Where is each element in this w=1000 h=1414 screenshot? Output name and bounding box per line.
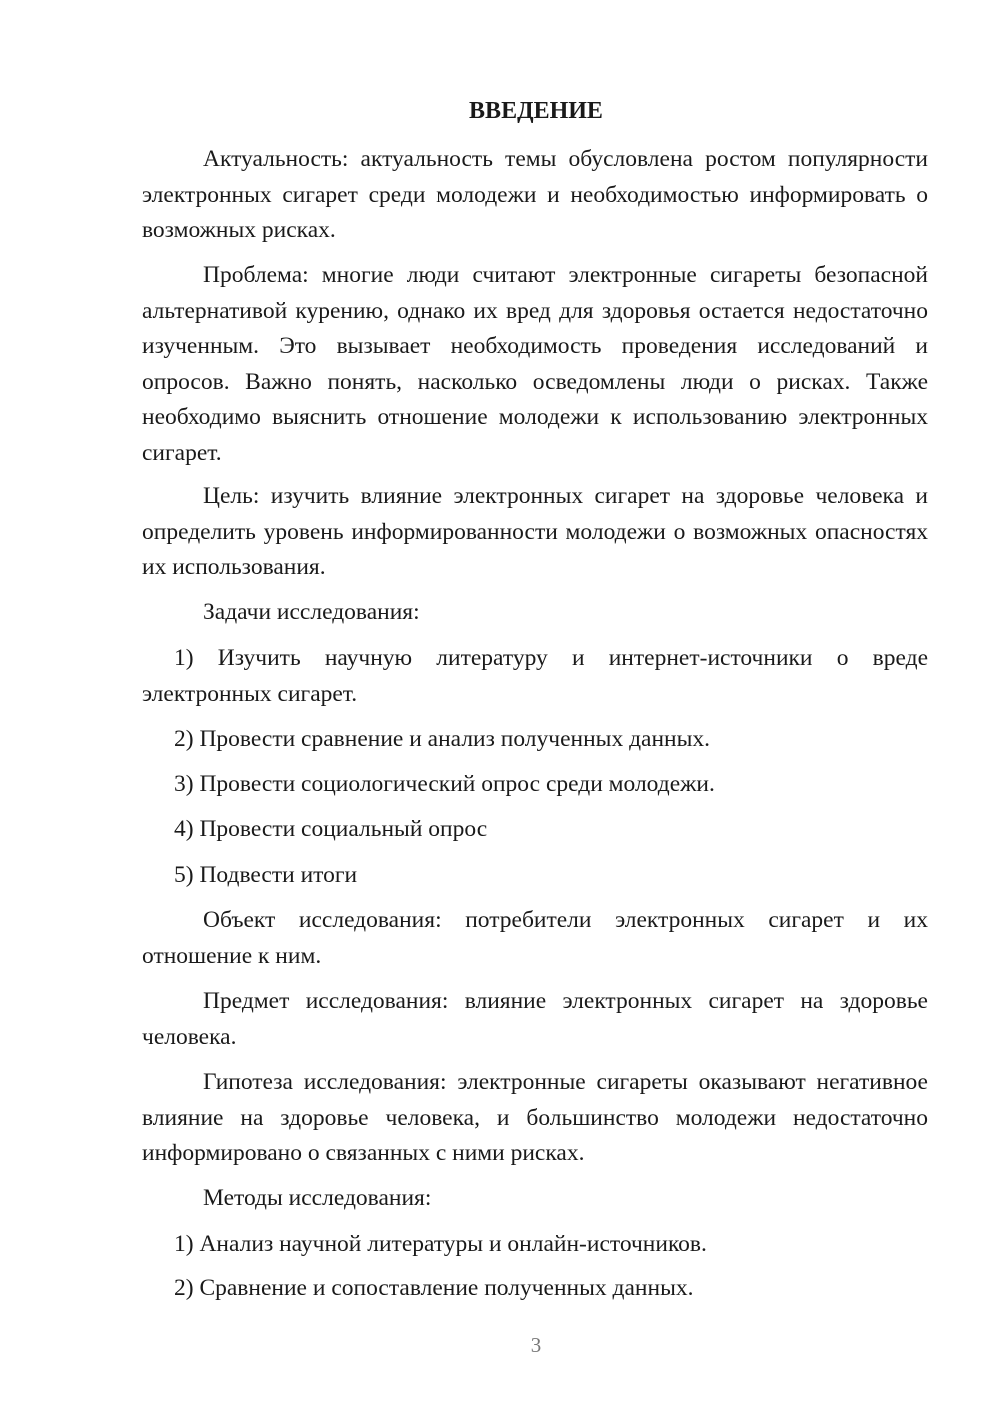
page-number: 3 <box>530 1333 542 1357</box>
tasks-title: Задачи исследования: <box>203 599 420 625</box>
paragraph-problem: Проблема: многие люди считают электронные сигареты безопасной альтернативой курению, однако их вред для здоровья остается недостаточно изученным. Это вызывает необходимость проведения исследований и опросов. Важно понять, насколько осведомлены люди о рисках. Также необходимо выяснить отношение молодежи к использованию электронных сигарет. <box>142 262 928 466</box>
paragraph-subject: Предмет исследования: влияние электронных сигарет на здоровье человека. <box>142 988 928 1050</box>
task-item-5: 5) Подвести итоги <box>174 862 358 888</box>
paragraph-relevance: Актуальность: актуальность темы обусловлена ростом популярности электронных сигарет среди молодежи и необходимостью информировать о возможных рисках. <box>142 146 928 243</box>
methods-title: Методы исследования: <box>203 1185 432 1211</box>
task-item-2: 2) Провести сравнение и анализ полученных данных. <box>174 726 711 752</box>
method-item-1: 1) Анализ научной литературы и онлайн-источников. <box>174 1231 707 1257</box>
paragraph-object: Объект исследования: потребители электронных сигарет и их отношение к ним. <box>142 907 928 969</box>
task-item-4: 4) Провести социальный опрос <box>174 816 488 842</box>
task-item-3: 3) Провести социологический опрос среди молодежи. <box>174 771 715 797</box>
paragraph-goal: Цель: изучить влияние электронных сигарет на здоровье человека и определить уровень информированности молодежи о возможных опасностях их использования. <box>142 483 928 580</box>
page-title: ВВЕДЕНИЕ <box>469 98 603 124</box>
task-item-1: 1) Изучить научную литературу и интернет-источники о вреде электронных сигарет. <box>142 645 928 707</box>
method-item-2: 2) Сравнение и сопоставление полученных данных. <box>174 1275 694 1301</box>
paragraph-hypothesis: Гипотеза исследования: электронные сигареты оказывают негативное влияние на здоровье человека, и большинство молодежи недостаточно информировано о связанных с ними рисках. <box>142 1069 928 1166</box>
